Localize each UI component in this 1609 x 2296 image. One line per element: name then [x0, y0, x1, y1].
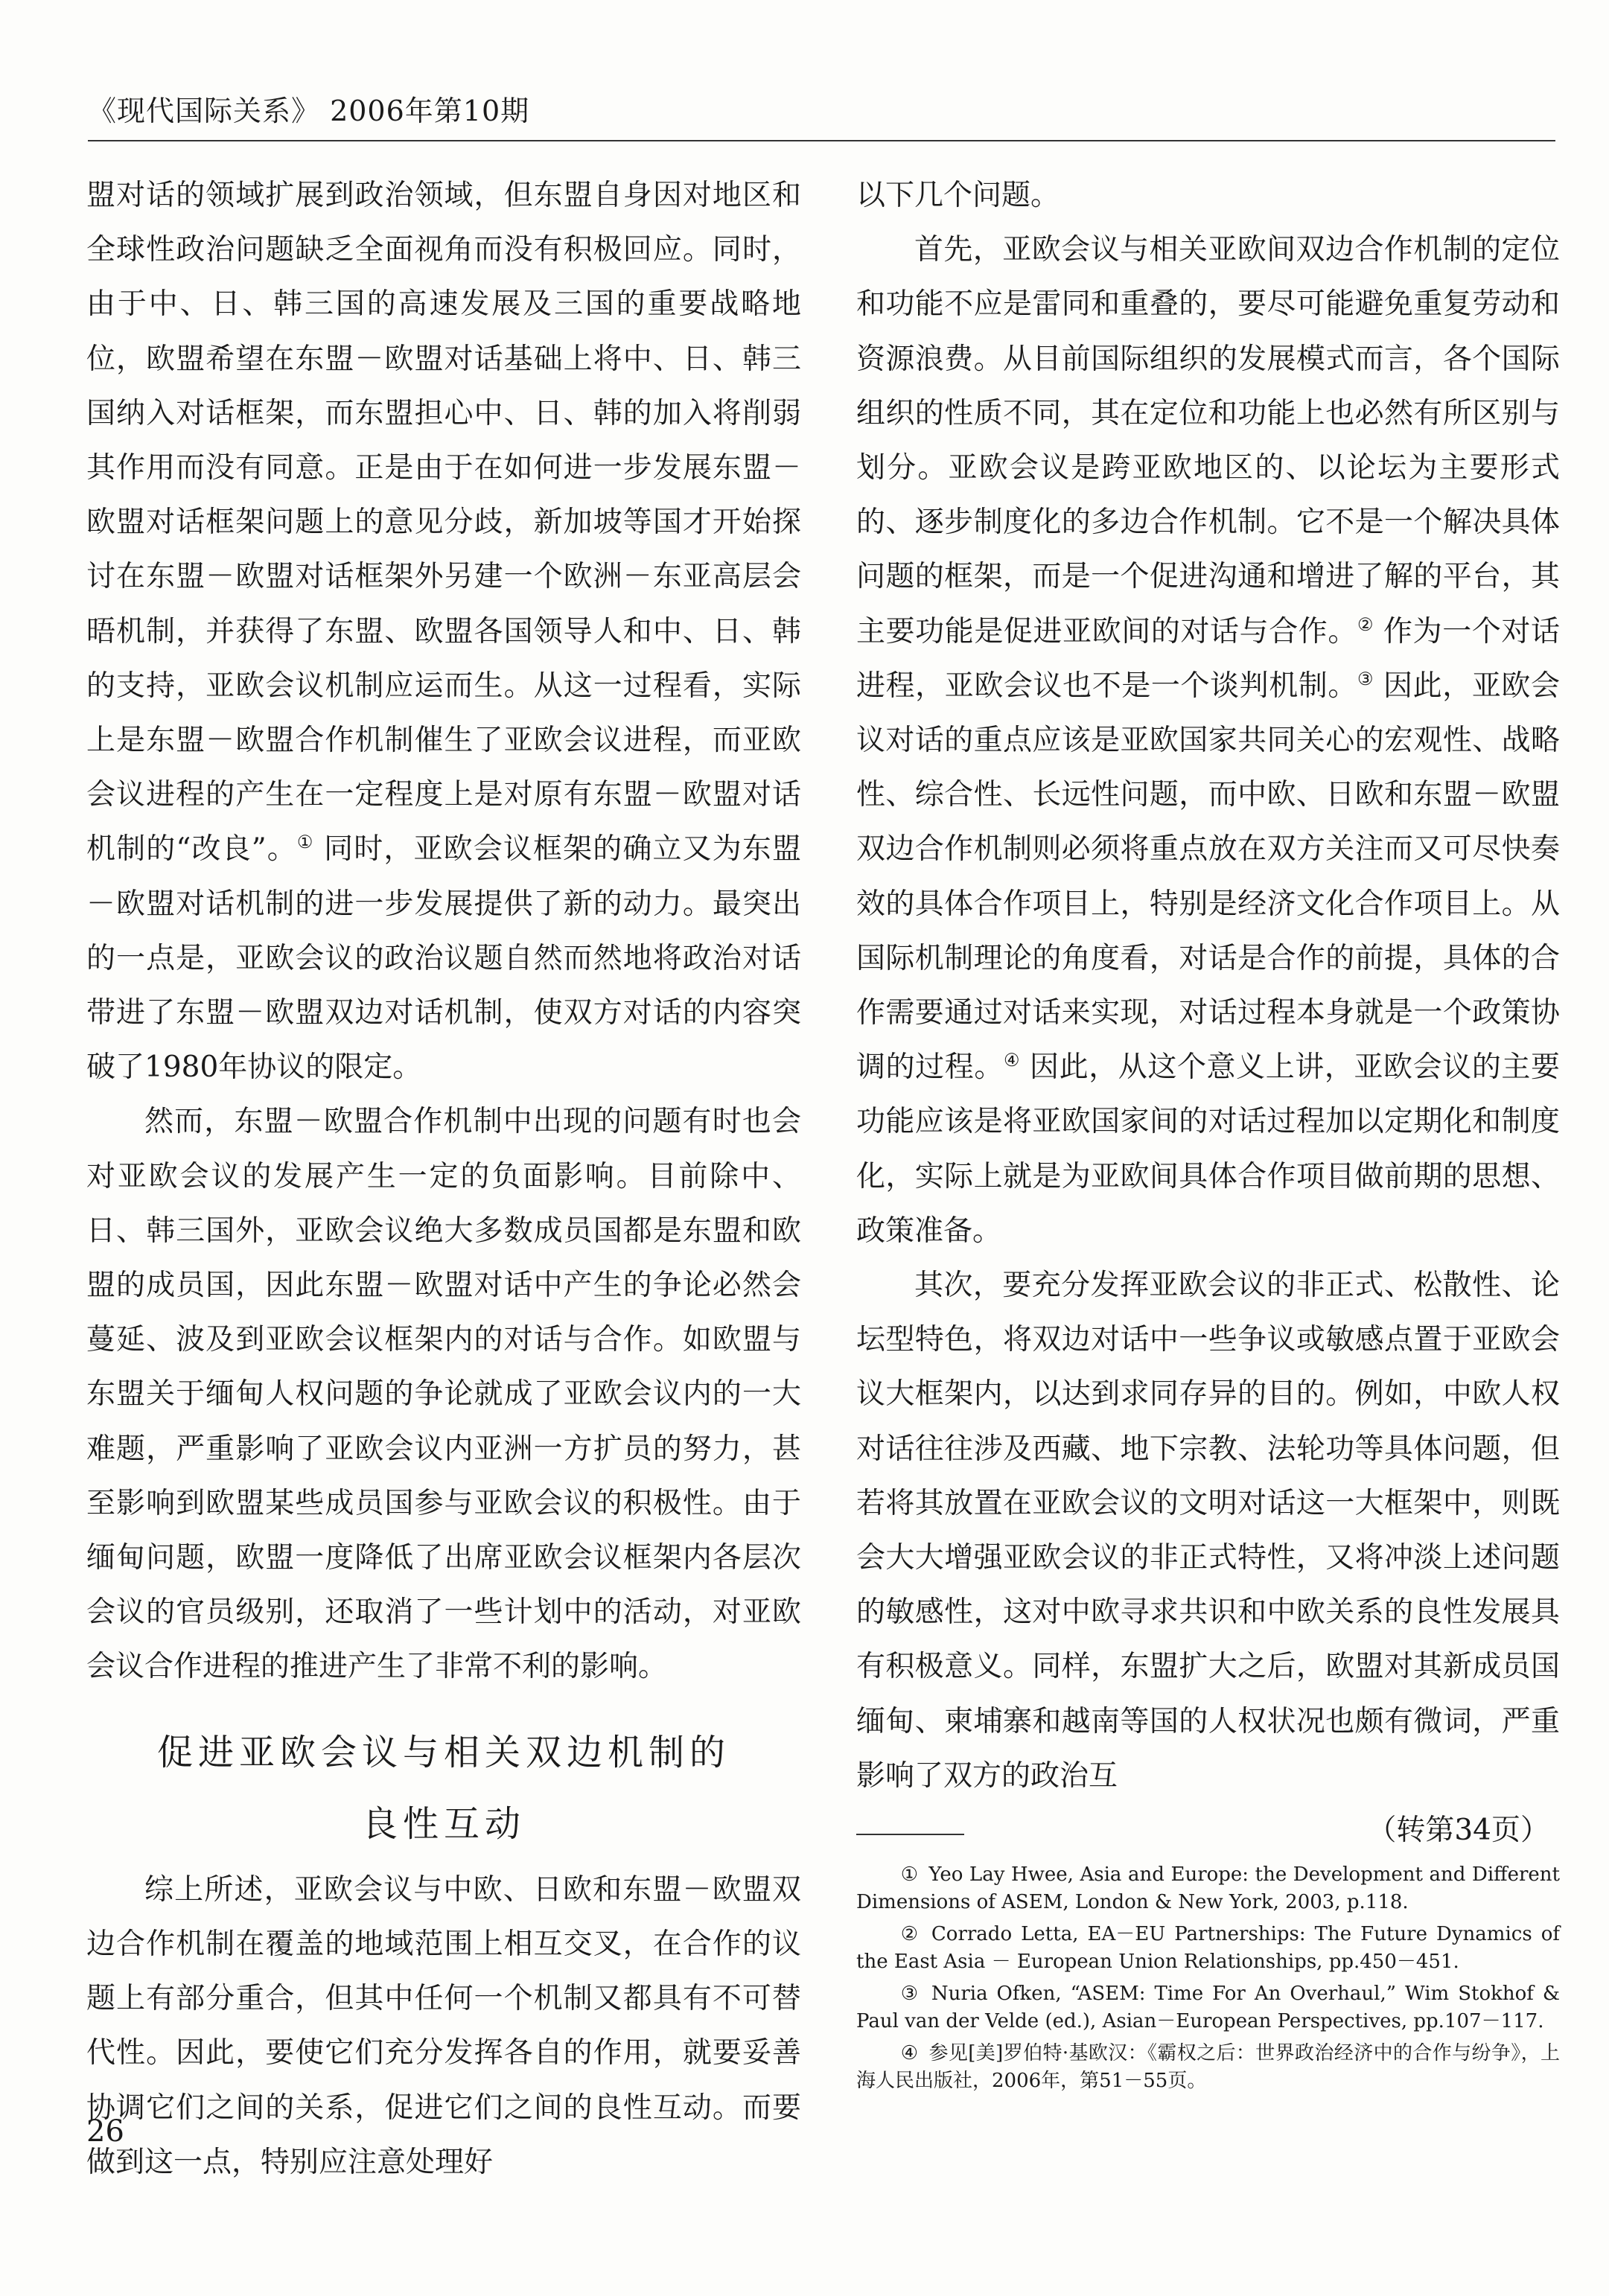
section-title: 促进亚欧会议与相关双边机制的 良性互动 — [156, 1731, 730, 1845]
footnote-ref: ① — [296, 832, 314, 853]
footnotes — [856, 1861, 1560, 2099]
continued-note: （转第34页） — [1367, 1814, 1549, 1848]
running-head: 《现代国际关系》 2006年第10期 — [88, 95, 530, 127]
paragraph: 以下几个问题。 — [856, 179, 1060, 212]
paragraph: 其次，要充分发挥亚欧会议的非正式、松散性、论坛型特色，将双边对话中一些争议或敏感点置于亚欧会议大框架内，以达到求同存异的目的。例如，中欧人权对话往往涉及西藏、地下宗教、法轮功等具体问题，但若将其放置在亚欧会议的文明对话这一大框架中，则既会大大增强亚欧会议的非正式特性，又将冲淡上述问题的敏感性，这对中欧寻求共识和中欧关系的良性发展具有积极意义。同样，东盟扩大之后，欧盟对其新成员国缅甸、柬埔寨和越南等国的人权状况也颇有微词，严重影响了双方的政治互 — [856, 1269, 1560, 1793]
footnote-ref: ④ — [1003, 1050, 1021, 1071]
footnote-ref: ③ — [1357, 668, 1374, 689]
footnote-ref: ② — [1357, 613, 1374, 635]
paragraph: 综上所述，亚欧会议与中欧、日欧和东盟－欧盟双边合作机制在覆盖的地域范围上相互交叉，在合作的议题上有部分重合，但其中任何一个机制又都具有不可替代性。因此，要使它们充分发挥各自的作用，就要妥善协调它们之间的关系，促进它们之间的良性互动。而要做到这一点，特别应注意处理好 — [86, 1872, 801, 2179]
footnote: ② Corrado Letta, EA－EU Partnerships: The Future Dynamics of the East Asia － European Union Relationships, pp.450－451. — [856, 1923, 1560, 1973]
right-column — [856, 168, 1560, 1857]
paragraph: 首先，亚欧会议与相关亚欧间双边合作机制的定位和功能不应是雷同和重叠的，要尽可能避免重复劳动和资源浪费。从目前国际组织的发展模式而言，各个国际组织的性质不同，其在定位和功能上也必然有所区别与划分。亚欧会议是跨亚欧地区的、以论坛为主要形式的、逐步制度化的多边合作机制。它不是一个解决具体问题的框架，而是一个促进沟通和增进了解的平台，其主要功能是促进亚欧间的对话与合作。② 作为一个对话进程，亚欧会议也不是一个谈判机制。③ 因此，亚欧会议对话的重点应该是亚欧国家共同关心的宏观性、战略性、综合性、长远性问题，而中欧、日欧和东盟－欧盟双边合作机制则必须将重点放在双方关注而又可尽快奏效的具体合作项目上，特别是经济文化合作项目上。从国际机制理论的角度看，对话是合作的前提，具体的合作需要通过对话来实现，对话过程本身就是一个政策协调的过程。④ 因此，从这个意义上讲，亚欧会议的主要功能应该是将亚欧国家间的对话过程加以定期化和制度化，实际上就是为亚欧间具体合作项目做前期的思想、政策准备。 — [856, 233, 1560, 1248]
header-rule — [88, 140, 1555, 141]
paragraph: 盟对话的领域扩展到政治领域，但东盟自身因对地区和全球性政治问题缺乏全面视角而没有积极回应。同时，由于中、日、韩三国的高速发展及三国的重要战略地位，欧盟希望在东盟－欧盟对话基础上将中、日、韩三国纳入对话框架，而东盟担心中、日、韩的加入将削弱其作用而没有同意。正是由于在如何进一步发展东盟－欧盟对话框架问题上的意见分歧，新加坡等国才开始探讨在东盟－欧盟对话框架外另建一个欧洲－东亚高层会晤机制，并获得了东盟、欧盟各国领导人和中、日、韩的支持，亚欧会议机制应运而生。从这一过程看，实际上是东盟－欧盟合作机制催生了亚欧会议进程，而亚欧会议进程的产生在一定程度上是对原有东盟－欧盟对话机制的“改良”。① 同时，亚欧会议框架的确立又为东盟－欧盟对话机制的进一步发展提供了新的动力。最突出的一点是，亚欧会议的政治议题自然而然地将政治对话带进了东盟－欧盟双边对话机制，使双方对话的内容突破了1980年协议的限定。 — [86, 179, 802, 1085]
footnote: ③ Nuria Ofken, “ASEM: Time For An Overhaul,” Wim Stokhof & Paul van der Velde (ed.), Asian－European Perspectives, pp.107－117. — [856, 1983, 1560, 2032]
footnote: ① Yeo Lay Hwee, Asia and Europe: the Development and Different Dimensions of ASEM, London & New York, 2003, p.118. — [856, 1863, 1561, 1913]
paragraph: 然而，东盟－欧盟合作机制中出现的问题有时也会对亚欧会议的发展产生一定的负面影响。目前除中、日、韩三国外，亚欧会议绝大多数成员国都是东盟和欧盟的成员国，因此东盟－欧盟对话中产生的争论必然会蔓延、波及到亚欧会议框架内的对话与合作。如欧盟与东盟关于缅甸人权问题的争论就成了亚欧会议内的一大难题，严重影响了亚欧会议内亚洲一方扩员的努力，甚至影响到欧盟某些成员国参与亚欧会议的积极性。由于缅甸问题，欧盟一度降低了出席亚欧会议框架内各层次会议的官员级别，还取消了一些计划中的活动，对亚欧会议合作进程的推进产生了非常不利的影响。 — [86, 1105, 801, 1684]
left-column — [86, 168, 801, 2190]
footnote-rule — [856, 1834, 964, 1835]
footnote: ④ 参见[美]罗伯特·基欧汉：《霸权之后：世界政治经济中的合作与纷争》，上海人民出版社，2006年，第51－55页。 — [856, 2042, 1561, 2092]
page-number: 26 — [86, 2114, 124, 2149]
